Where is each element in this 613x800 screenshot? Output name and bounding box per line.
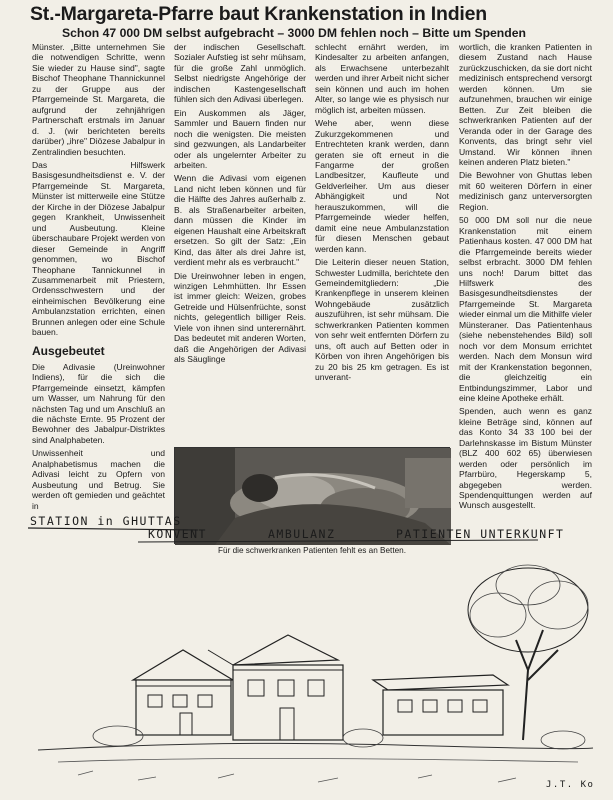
paragraph: Wehe aber, wenn diese Zukurzgekommenen und Entrechteten krank werden, dann geraten sie oft erneut in die Fangarme der großen Landbesitzer, Kaufleute und Geldverleiher. Um aus dieser Abhängigkeit und Not herauszukommen, will die Pfarrgemeinde wieder helfen, damit eine neue Ambulanzstation für diesen Menschen gebaut werden kann.	[315, 118, 449, 254]
paragraph: Die Ureinwohner leben in engen, winzigen Lehmhütten. Ihr Essen ist immer gleich: Weizen, grobes Getreide und Hülsenfrüchte, sonst nichts, gelegentlich billiger Reis. Viele von ihnen sind unterernährt. Das bedeutet mit anderen Worten, daß die Angehörigen der Adivasi als Säuglinge	[174, 270, 306, 365]
paragraph: wortlich, die kranken Patienten in diesem Zustand nach Hause zurückzuschicken, da sie dort nicht medizinisch entsprechend versorgt werden können. Um sie aufzunehmen, brauchen wir einige Betten. Zur Zeit bleiben die schwerkranken Patienten auf der Veranda oder in der Garage des Konvents, das bringt sehr viel Umstand. Wir können ihnen keinen anderen Platz bieten."	[459, 42, 592, 167]
paragraph: 50 000 DM soll nur die neue Krankenstation mit einem Patienhaus kosten. 47 000 DM hat die Pfarrgemeinde bereits wieder selbst erbracht. 3000 DM fehlen uns noch! Darum bittet das Hilfswerk des Basisgesundheitsdienstes der Pfarrgemeinde St. Margareta wieder einmal um die Mithilfe vieler Münsteraner. Das Patientenhaus (siehe nebenstehendes Bild) soll noch vor dem Monsum errichtet werden. Nach dem Monsun wird mit der Krankenstation begonnen, die gleichzeitig ein Entbindungszimmer, Labor und eine kleine Apotheke erhält.	[459, 215, 593, 403]
station-drawing	[18, 500, 608, 798]
headline: St.-Margareta-Pfarre baut Krankenstation in Indien	[30, 3, 488, 25]
label-patienten-unterkunft: PATIENTEN UNTERKUNFT	[396, 527, 565, 541]
paragraph: Unwissenheit und Analphabetismus machen die Adivasi leicht zu Opfern von Ausbeutung und Betrug. Sie werden oft gemieden und geächtet in	[32, 448, 165, 511]
paragraph: Die Bewohner von Ghuttas leben mit 60 weiteren Dörfern in einer medizinisch ganz unterversorgten Region.	[459, 170, 592, 212]
label-station: STATION in GHUTTAS	[30, 514, 182, 528]
paragraph: Wenn die Adivasi vom eigenen Land nicht leben können und für die Hälfte des Jahres außerhalb z. B. als Straßenarbeiter arbeiten, dann müssen die Kinder im eigenen Haushalt eine Arbeitskraft ersetzen. So gilt der Satz: „Ein Kind, das älter als drei Jahre ist, verdient mehr als es verbraucht."	[174, 173, 306, 268]
column-2	[174, 42, 306, 448]
signature: J.T. Ko	[546, 780, 595, 790]
photo-caption: Für die schwerkranken Patienten fehlt es an Betten.	[218, 546, 406, 555]
column-4	[459, 42, 593, 511]
paragraph: Münster. „Bitte unternehmen Sie die notwendigen Schritte, wenn Sie wieder zu Hause sind", sagte Bischof Theophane Thannickunnel zu der Gruppe aus der Pfarrgemeinde St. Margareta, die aufgrund der zehnjährigen Partnerschaft erstmals im Januar d. J. (wir berichteten bereits darüber) „ihre" Diözese Jabalpur in Zentralindien besuchten.	[32, 42, 165, 157]
column-3	[315, 42, 449, 448]
paragraph: Ein Auskommen als Jäger, Sammler und Bauern finden nur noch die wenigsten. Die meisten sind gezwungen, als Landarbeiter oder als ungelernter Arbeiter zu arbeiten.	[174, 107, 306, 170]
patienten-building	[373, 675, 508, 735]
section-title: Ausgebeutet	[32, 343, 105, 358]
konvent-building	[133, 650, 233, 735]
paragraph: Die Adivasie (Ureinwohner Indiens), für die sich die Pfarrgemeinde einsetzt, kämpfen um Wasser, um Nahrung für den nächsten Tag und um Anschluß an die nächste Ernte. 95 Prozent der Bewohner des Jabalpur-Distriktes sind Analphabeten.	[32, 361, 165, 445]
paragraph: Die Leiterin dieser neuen Station, Schwester Ludmilla, berichtete den Gemeindemitgliedern: „Die Krankenpflege in unserem kleinen Wohngebäude zusätzlich auszuführen, ist sehr mühsam. Die schwerkranken Patienten kommen von sehr weit entfernten Dörfern zu uns, oft auch auf Betten oder in Körben von ihren Angehörigen bis zu 20 bis 25 km getragen. Es ist unverant-	[315, 257, 449, 383]
subheadline: Schon 47 000 DM selbst aufgebracht – 3000 DM fehlen noch – Bitte um Spenden	[62, 26, 526, 40]
paragraph: Spenden, auch wenn es ganz kleine Beträge sind, können auf das Konto 34 33 100 bei der Darlehnskasse im Bistum Münster (BLZ 400 602 65) überwiesen werden oder persönlich im Pfarrbüro, Hegerskamp 5, abgegeben werden. Spendenquittungen werden auf Wunsch ausgestellt.	[459, 406, 592, 511]
paragraph: Das Hilfswerk Basisgesundheitsdienst e. V. der Pfarrgemeinde St. Margareta, Münster ist mitterweile eine Stütze der Kirche in der Diözese Jabalpur gegen Krankheit, Unwissenheit und Ausbeutung. Kleine überschaubare Projekt werden von dieser Gemeinde in Angriff genommen, wo Bischof Theophane Tannickunnel in Zusammenarbeit mit Priestern, Ordensschwestern und der einheimischen Bevölkerung eine Ambulanzstation errichten, einen Brunnen anlegen oder eine Schule bauen.	[32, 159, 165, 338]
label-ambulanz: AMBULANZ	[268, 527, 336, 541]
station-sketch	[18, 500, 608, 798]
column-1	[32, 42, 165, 511]
paragraph: der indischen Gesellschaft. Sozialer Aufstieg ist sehr mühsam, für die große Zahl unmöglich. Selbst niedrigste Angehörige der indischen Kastengesellschaft fühlen sich den Adivasi überlegen.	[174, 42, 306, 105]
paragraph: schlecht ernährt werden, im Kindesalter zu arbeiten anfangen, als Erwachsene unterbezahlt werden und ihrer Arbeit nicht sicher sein können und auch im hohen Alter, so lange wie es physisch nur möglich ist, arbeiten müssen.	[315, 42, 449, 115]
label-konvent: KONVENT	[148, 527, 207, 541]
